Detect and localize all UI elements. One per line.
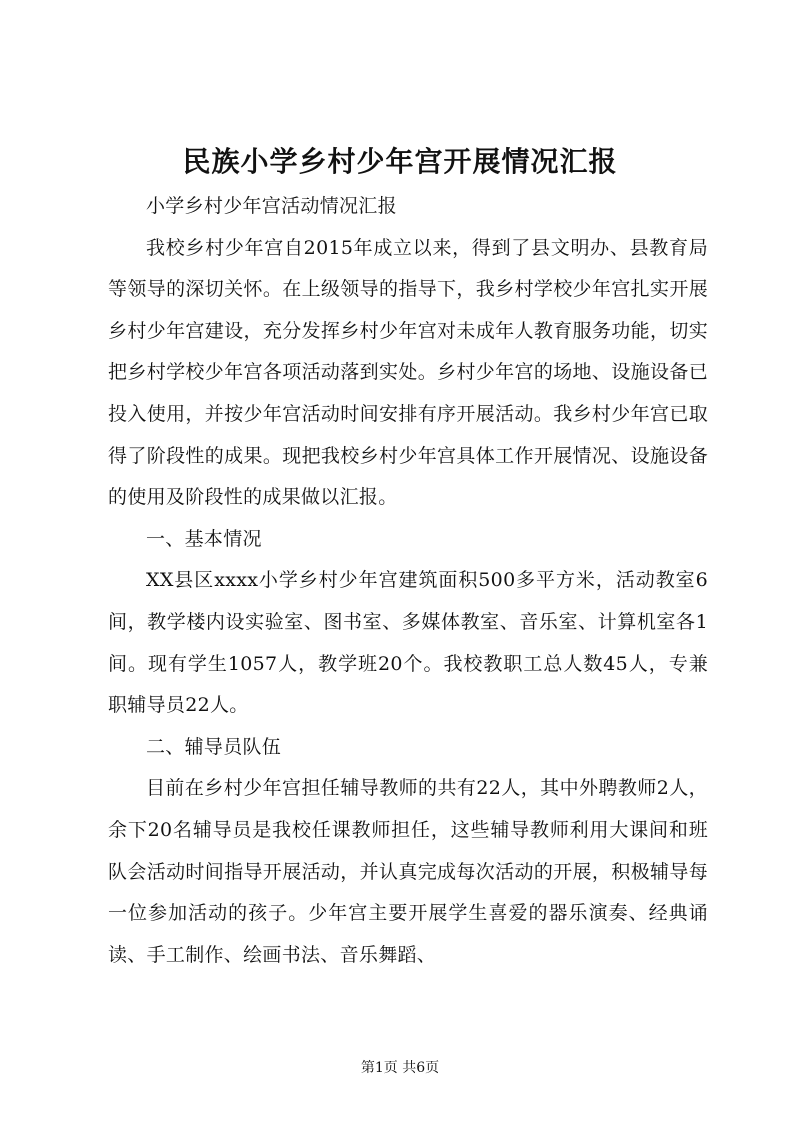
basic-info-paragraph: XX县区xxxx小学乡村少年宫建筑面积500多平方米，活动教室6间，教学楼内设实验室、图书室、多媒体教室、音乐室、计算机室各1间。现有学生1057人，教学班20个。我校教职工总人数45人，专兼职辅导员22人。: [108, 569, 708, 717]
intro-paragraph: 我校乡村少年宫自2015年成立以来，得到了县文明办、县教育局等领导的深切关怀。在上级领导的指导下，我乡村学校少年宫扎实开展乡村少年宫建设，充分发挥乡村少年宫对未成年人教育服务功能，切实把乡村学校少年宫各项活动落到实处。乡村少年宫的场地、设施设备已投入使用，并按少年宫活动时间安排有序开展活动。我乡村少年宫已取得了阶段性的成果。现把我校乡村少年宫具体工作开展情况、设施设备的使用及阶段性的成果做以汇报。: [108, 236, 708, 509]
document-body: [108, 186, 708, 976]
subtitle-paragraph: 小学乡村少年宫活动情况汇报: [146, 195, 397, 217]
section-heading-staff: 二、辅导员队伍: [146, 735, 282, 758]
document-title: 民族小学乡村少年宫开展情况汇报: [182, 145, 618, 178]
staff-paragraph: 目前在乡村少年宫担任辅导教师的共有22人，其中外聘教师2人，余下20名辅导员是我校任课教师担任，这些辅导教师利用大课间和班队会活动时间指导开展活动，并认真完成每次活动的开展，积极辅导每一位参加活动的孩子。少年宫主要开展学生喜爱的器乐演奏、经典诵读、手工制作、绘画书法、音乐舞蹈、: [108, 777, 708, 966]
section-heading-basic: 一、基本情况: [146, 527, 262, 550]
page-number-footer: 第1页 共6页: [360, 1060, 440, 1076]
